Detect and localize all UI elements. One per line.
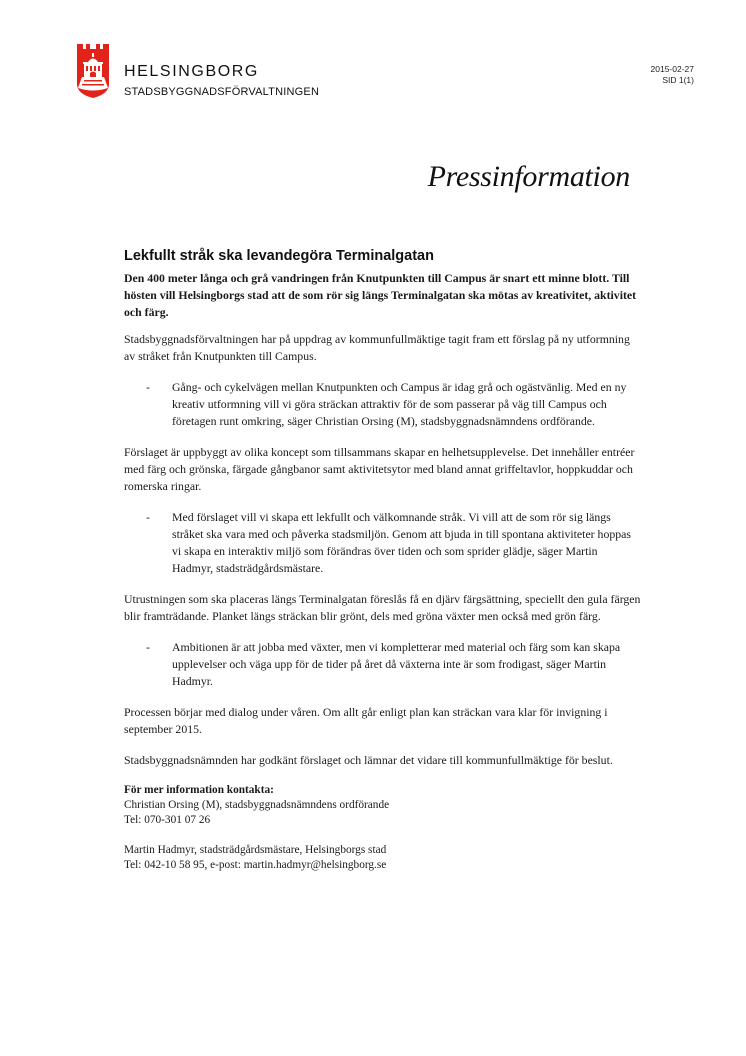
paragraph: Stadsbyggnadsförvaltningen har på uppdrag av kommunfullmäktige tagit fram ett förslag på ny utformning av stråket från Knutpunkten till Campus. <box>124 332 630 363</box>
helsingborg-crest-icon <box>77 44 109 98</box>
document-date: 2015-02-27 <box>650 64 694 74</box>
paragraph: Förslaget är uppbyggt av olika koncept som tillsammans skapar en helhetsupplevelse. Det innehåller entréer med färg och grönska, färgade gångbanor samt aktivitetsytor med bland annat griffeltavlor, hoppkuddar och romerska ringar. <box>124 445 635 493</box>
contact-name: Christian Orsing (M), stadsbyggnadsnämndens ordförande <box>124 799 390 811</box>
quote-dash: - <box>146 640 150 654</box>
quote-text: Med förslaget vill vi skapa ett lekfullt och välkomnande stråk. Vi vill att de som rör sig längs stråket ska vara med och påverka stadsmiljön. Genom att bjuda in till spontana aktiviteter hoppas vi skapa en interaktiv miljö som förändras över tiden och som sprider glädje, säger Martin Hadmyr, stadsträdgårdsmästare. <box>172 510 631 575</box>
org-name: HELSINGBORG <box>124 63 259 80</box>
logo <box>77 44 109 98</box>
quote-text: Gång- och cykelvägen mellan Knutpunkten och Campus är idag grå och ogästvänlig. Med en ny kreativ utformning vill vi göra sträckan attraktiv för de som passerar på väg till Campus och företagen runt omkring, säger Christian Orsing (M), stadsbyggnadsnämndens ordförande. <box>172 380 627 428</box>
document-meta <box>651 64 694 86</box>
quote-dash: - <box>146 380 150 394</box>
paragraph: Stadsbyggnadsnämnden har godkänt förslaget och lämnar det vidare till kommunfullmäktige för beslut. <box>124 753 613 767</box>
contact-phone: Tel: 042-10 58 95, e-post: martin.hadmyr@helsingborg.se <box>124 859 387 871</box>
quote-text: Ambitionen är att jobba med växter, men vi kompletterar med material och färg som kan skapa upplevelser och väga upp för de tider på året då växterna inte är som frodigast, säger Martin Hadmyr. <box>172 640 621 688</box>
department-name: STADSBYGGNADSFÖRVALTNINGEN <box>124 86 320 98</box>
quote-item <box>124 639 642 690</box>
paragraph: Utrustningen som ska placeras längs Terminalgatan föreslås få en djärv färgsättning, speciellt den gula färgen blir framträdande. Planket längs sträckan blir grönt, dels med gröna växter men också med grön färg. <box>124 592 641 623</box>
article-lead: Den 400 meter långa och grå vandringen från Knutpunkten till Campus är snart ett minne blott. Till hösten vill Helsingborgs stad att de som rör sig längs Terminalgatan ska mötas av kreativitet, aktivitet och färg. <box>124 271 637 319</box>
paragraph: Processen börjar med dialog under våren. Om allt går enligt plan kan sträckan vara klar för invigning i september 2015. <box>124 705 608 736</box>
contact-heading: För mer information kontakta: <box>124 784 274 796</box>
spacer <box>124 828 642 843</box>
quote-dash: - <box>146 510 150 524</box>
page-number: SID 1(1) <box>662 75 694 85</box>
quote-item <box>124 509 642 577</box>
article-body <box>124 248 642 873</box>
quote-item <box>124 379 642 430</box>
article-headline: Lekfullt stråk ska levandegöra Terminalgatan <box>124 248 434 264</box>
contact-block <box>124 783 642 873</box>
contact-name: Martin Hadmyr, stadsträdgårdsmästare, Helsingborgs stad <box>124 844 387 856</box>
press-label: Pressinformation <box>427 160 630 193</box>
contact-phone: Tel: 070-301 07 26 <box>124 814 211 826</box>
